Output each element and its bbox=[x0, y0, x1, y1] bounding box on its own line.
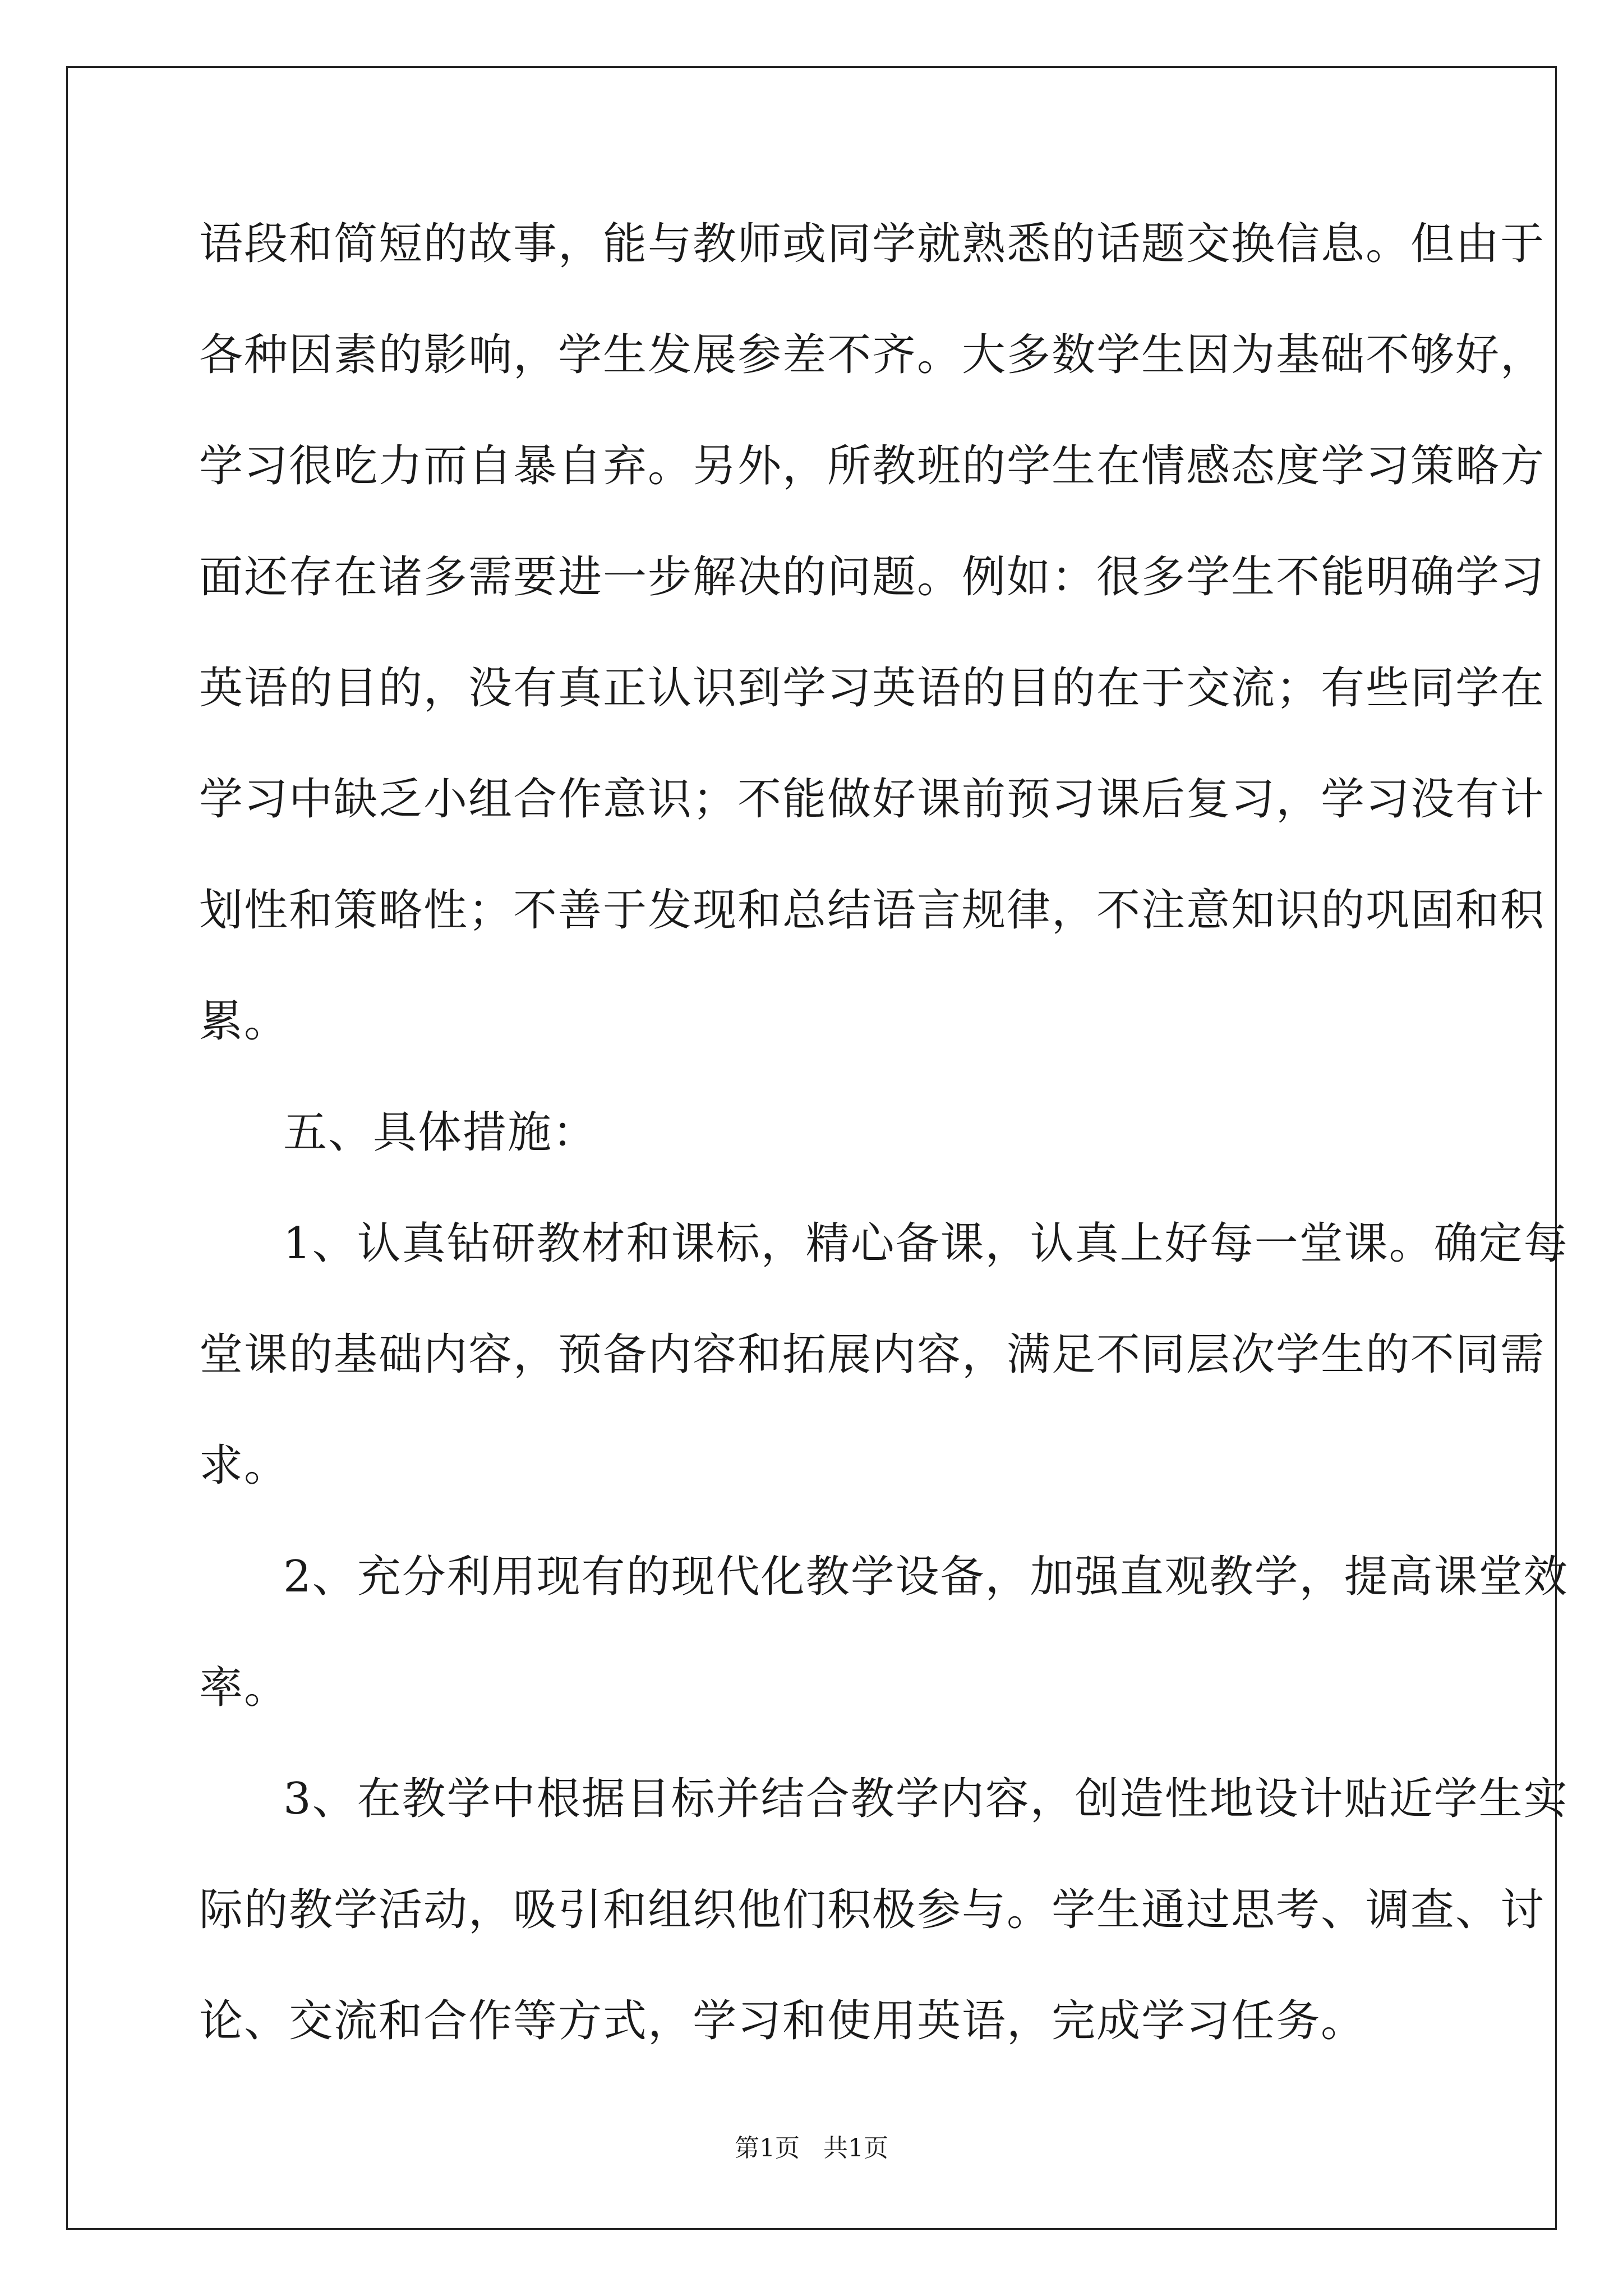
text-line: 英语的目的，没有真正认识到学习英语的目的在于交流；有些同学在 bbox=[199, 663, 1546, 714]
text-line: 求。 bbox=[199, 1441, 289, 1491]
text-line: 学习很吃力而自暴自弃。另外，所教班的学生在情感态度学习策略方 bbox=[199, 441, 1546, 491]
text-line: 划性和策略性；不善于发现和总结语言规律，不注意知识的巩固和积 bbox=[199, 885, 1546, 936]
text-line: 论、交流和合作等方式，学习和使用英语，完成学习任务。 bbox=[199, 1996, 1366, 2046]
text-line: 各种因素的影响，学生发展参差不齐。大多数学生因为基础不够好， bbox=[199, 330, 1546, 380]
text-line: 堂课的基础内容，预备内容和拓展内容，满足不同层次学生的不同需 bbox=[199, 1329, 1546, 1380]
section-heading: 五、具体措施： bbox=[283, 1107, 598, 1158]
text-line: 面还存在诸多需要进一步解决的问题。例如：很多学生不能明确学习 bbox=[199, 552, 1546, 602]
text-line: 1、认真钻研教材和课标，精心备课，认真上好每一堂课。确定每 bbox=[283, 1218, 1569, 1269]
text-line: 2、充分利用现有的现代化教学设备，加强直观教学，提高课堂效 bbox=[283, 1552, 1569, 1602]
text-line: 率。 bbox=[199, 1663, 289, 1713]
text-line: 际的教学活动，吸引和组织他们积极参与。学生通过思考、调查、讨 bbox=[199, 1885, 1546, 1935]
page-footer: 第1页 共1页 bbox=[735, 2134, 888, 2162]
text-line: 学习中缺乏小组合作意识；不能做好课前预习课后复习，学习没有计 bbox=[199, 774, 1546, 825]
document-body bbox=[199, 210, 1569, 2099]
text-line: 3、在教学中根据目标并结合教学内容，创造性地设计贴近学生实 bbox=[283, 1774, 1569, 1824]
text-line: 累。 bbox=[199, 996, 289, 1047]
text-line: 语段和简短的故事，能与教师或同学就熟悉的话题交换信息。但由于 bbox=[199, 219, 1546, 269]
